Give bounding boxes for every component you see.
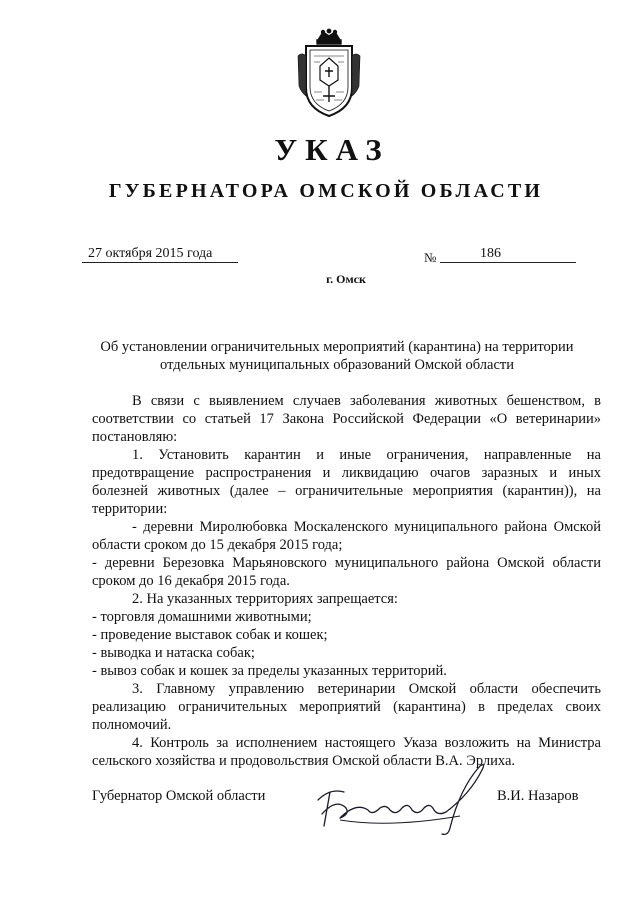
signatory-name: В.И. Назаров xyxy=(497,788,579,804)
clause-2-item-d: - вывоз собак и кошек за пределы указанных территорий. xyxy=(92,663,447,679)
signatory-position: Губернатор Омской области xyxy=(92,788,266,804)
issuer-title: ГУБЕРНАТОРА ОМСКОЙ ОБЛАСТИ xyxy=(108,180,544,202)
preamble-paragraph: В связи с выявлением случаев заболевания животных бешенством, в соответствии со статьей 17 Закона Российской Федерации «О ветеринарии» постановляю: xyxy=(92,393,601,445)
clause-1-item-b: - деревни Березовка Марьяновского муниципального района Омской области сроком до 16 декабря 2015 года. xyxy=(92,555,601,589)
handwritten-signature-icon xyxy=(310,758,490,838)
number-sign: № xyxy=(424,250,437,265)
clause-2-item-b: - проведение выставок собак и кошек; xyxy=(92,627,328,643)
omsk-coat-of-arms-icon xyxy=(296,26,362,118)
clause-2-item-a: - торговля домашними животными; xyxy=(92,609,312,625)
decree-heading: Об установлении ограничительных мероприятий (карантина) на территории отдельных муниципальных образований Омской области xyxy=(100,339,574,373)
document-type-title: УКАЗ xyxy=(274,132,390,167)
decree-body xyxy=(92,392,601,770)
clause-1: 1. Установить карантин и иные ограничения, направленные на предотвращение распространения и ликвидацию очагов заразных и иных болезней животных (далее – ограничительные мероприятия (карантин)), на территории: xyxy=(92,447,601,517)
city-label: г. Омск xyxy=(326,272,366,286)
clause-3: 3. Главному управлению ветеринарии Омской области обеспечить реализацию ограничительных мероприятий (карантина) в пределах своих полномочий. xyxy=(92,681,601,733)
document-date: 27 октября 2015 года xyxy=(88,246,213,261)
clause-4: 4. Контроль за исполнением настоящего Указа возложить на Министра сельского хозяйства и продовольствия Омской области В.А. Эрлиха. xyxy=(92,735,601,769)
clause-2: 2. На указанных территориях запрещается: xyxy=(132,591,398,607)
date-underline xyxy=(82,262,238,263)
number-underline xyxy=(440,262,576,263)
document-number: 186 xyxy=(480,246,501,261)
clause-2-item-c: - выводка и натаска собак; xyxy=(92,645,255,661)
clause-1-item-a: - деревни Миролюбовка Москаленского муниципального района Омской области сроком до 15 декабря 2015 года; xyxy=(92,519,601,553)
